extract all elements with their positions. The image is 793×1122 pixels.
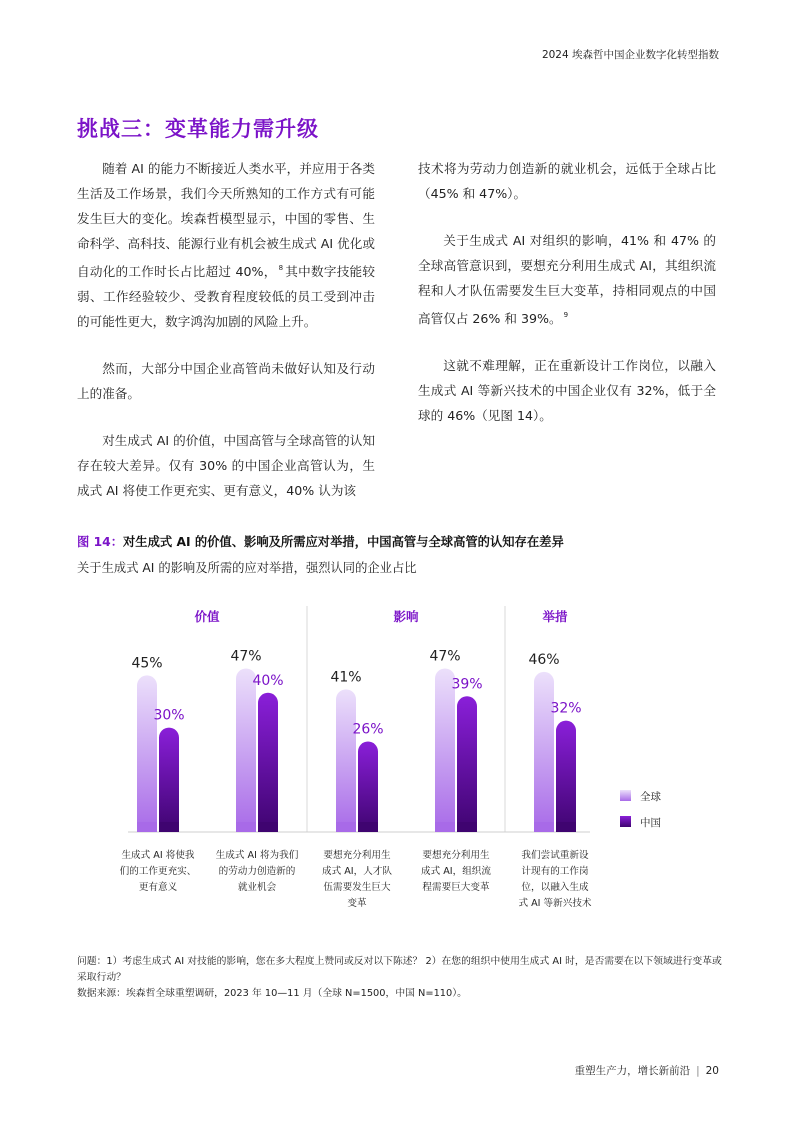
figure-label: 图 14：: [77, 535, 123, 549]
bar-china: [457, 696, 477, 832]
data-label-global: 47%: [230, 648, 262, 665]
bar-china: [556, 721, 576, 832]
data-label-global: 45%: [131, 655, 163, 672]
bar-base-global: [236, 822, 256, 832]
bar-global: [435, 668, 455, 832]
page-number: 20: [705, 1065, 719, 1077]
legend-label-china: 中国: [640, 817, 661, 829]
category-label: 要想充分利用生: [422, 850, 490, 861]
data-label-china: 32%: [550, 700, 582, 717]
group-header-3: 举措: [542, 609, 568, 624]
legend-swatch-global: [620, 790, 631, 801]
category-label: 计现有的工作岗: [521, 866, 589, 877]
category-label: 生成式 AI 将为我们: [215, 850, 299, 861]
category-label: 生成式 AI 将使我: [121, 850, 195, 861]
figure-title: 图 14：对生成式 AI 的价值、影响及所需应对举措，中国高管与全球高管的认知存在差异: [77, 535, 564, 549]
category-label: 就业机会: [237, 882, 277, 893]
body-left-column: [77, 156, 375, 525]
category-label: 要想充分利用生: [323, 850, 391, 861]
body-right-column: [418, 156, 716, 450]
category-label: 们的工作更充实、: [119, 866, 197, 877]
data-label-global: 47%: [429, 648, 461, 665]
bar-base-china: [358, 822, 378, 832]
bar-global: [336, 689, 356, 832]
paragraph: 然而，大部分中国企业高管尚未做好认知及行动上的准备。: [77, 361, 375, 401]
paragraph: 关于生成式 AI 对组织的影响，41% 和 47% 的全球高管意识到，要想充分利用生成式 AI，其组织流程和人才队伍需要发生巨大变革，持相同观点的中国高管仅占 26% 和 39%。 $^9$: [418, 233, 716, 326]
group-header-2: 影响: [393, 609, 419, 624]
category-label: 式 AI 等新兴技术: [518, 898, 592, 909]
bar-base-global: [534, 822, 554, 832]
group-header-1: 价值: [194, 609, 220, 624]
bar-base-china: [258, 822, 278, 832]
bar-base-global: [137, 822, 157, 832]
bar-base-china: [457, 822, 477, 832]
category-label: 更有意义: [138, 882, 178, 893]
category-label: 的劳动力创造新的: [218, 866, 296, 877]
bar-global: [534, 672, 554, 832]
bar-china: [358, 742, 378, 832]
bar-base-china: [159, 822, 179, 832]
data-label-china: 30%: [153, 707, 185, 724]
category-label: 成式 AI，组织流: [420, 866, 492, 877]
category-label: 变革: [347, 898, 367, 909]
bar-base-global: [435, 822, 455, 832]
bar-global: [236, 668, 256, 832]
section-title: 挑战三：变革能力需升级: [77, 117, 319, 141]
data-label-china: 39%: [451, 676, 483, 693]
bar-chart: [0, 590, 793, 930]
footnote-ref[interactable]: 9: [563, 311, 569, 319]
paragraph: 这就不难理解，正在重新设计工作岗位，以融入生成式 AI 等新兴技术的中国企业仅有 32%，低于全球的 46%（见图 14）。: [418, 358, 716, 423]
report-header: 2024 埃森哲中国企业数字化转型指数: [541, 49, 719, 61]
category-label: 程需要巨大变革: [422, 882, 490, 893]
category-label: 位，以融入生成: [521, 882, 589, 893]
legend-label-global: 全球: [640, 791, 661, 803]
paragraph: 技术将为劳动力创造新的就业机会，远低于全球占比（45% 和 47%）。: [418, 161, 716, 201]
bar-base-global: [336, 822, 356, 832]
data-label-global: 46%: [528, 651, 560, 668]
bar-china: [258, 693, 278, 832]
data-label-china: 26%: [352, 721, 384, 738]
category-label: 我们尝试重新设: [521, 850, 589, 861]
figure-notes: [77, 954, 727, 1002]
footer-tagline: 重塑生产力，增长新前沿: [574, 1065, 691, 1077]
figure-subtitle: 关于生成式 AI 的影响及所需的应对举措，强烈认同的企业占比: [77, 561, 417, 575]
category-label: 伍需要发生巨大: [323, 882, 391, 893]
question-note: 问题：1）考虑生成式 AI 对技能的影响，您在多大程度上赞同或反对以下陈述？ 2）在您的组织中使用生成式 AI 时，是否需要在以下领域进行变革或采取行动？: [77, 956, 722, 983]
legend-swatch-china: [620, 816, 631, 827]
page-footer: 重塑生产力，增长新前沿 | 20: [574, 1065, 719, 1077]
data-label-china: 40%: [252, 672, 284, 689]
source-note: 数据来源：埃森哲全球重塑调研，2023 年 10—11 月（全球 N=1500，中国 N=110）。: [77, 988, 467, 999]
bar-china: [159, 728, 179, 832]
paragraph: 随着 AI 的能力不断接近人类水平，并应用于各类生活及工作场景，我们今天所熟知的工作方式有可能发生巨大的变化。埃森哲模型显示，中国的零售、生命科学、高科技、能源行业有机会被生成式 AI 优化或自动化的工作时长占比超过 40%， $^8$ 其中数字技能较弱、工作经验较少、受教育程度较低的员工受到冲击的可能性更大，数字鸿沟加剧的风险上升。: [77, 161, 376, 329]
data-label-global: 41%: [330, 669, 362, 686]
bar-global: [137, 675, 157, 832]
category-label: 成式 AI，人才队: [321, 866, 393, 877]
bar-base-china: [556, 822, 576, 832]
footnote-ref[interactable]: 8: [278, 264, 284, 272]
paragraph: 对生成式 AI 的价值，中国高管与全球高管的认知存在较大差异。仅有 30% 的中国企业高管认为，生成式 AI 将使工作更充实、更有意义，40% 认为该: [77, 433, 375, 498]
